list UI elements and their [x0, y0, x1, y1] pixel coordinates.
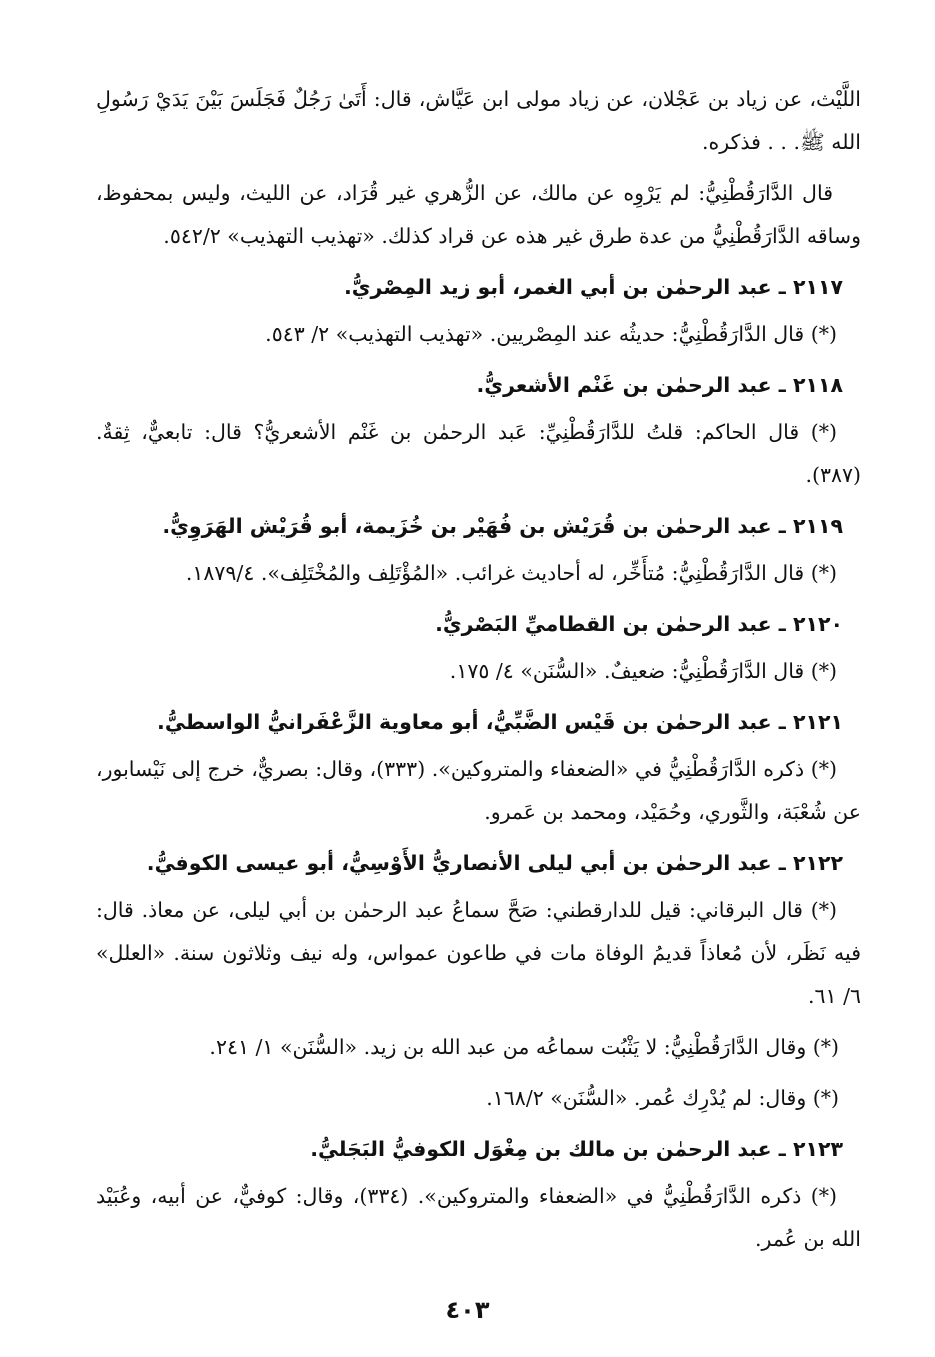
- entry-heading-2123: ٢١٢٣ ـ عبد الرحمٰن بن مالك بن مِغْوَل الكوفيُّ البَجَليُّ.: [310, 1137, 843, 1161]
- intro-paragraph-1: اللَّيْث، عن زياد بن عَجْلان، عن زياد مولى ابن عَيَّاش، قال: أَتَىٰ رَجُلٌ فَجَلَسَ بَيْنَ يَدَيْ رَسُولِ الله ﷺ. . . فذكره.: [96, 87, 861, 154]
- entry-heading-2117: ٢١١٧ ـ عبد الرحمٰن بن أبي الغمر، أبو زيد المِصْريُّ.: [343, 275, 843, 299]
- page-number: ٤٠٣: [445, 1296, 490, 1324]
- entry-text-2123: (*) ذكره الدَّارَقُطْنِيُّ في «الضعفاء والمتروكين». (٣٣٤)، وقال: كوفيٌّ، عن أبيه، وعُبَيْد الله بن عُمر.: [96, 1184, 861, 1251]
- entry-text-2118: (*) قال الحاكم: قلتُ للدَّارَقُطْنِيِّ: عَبد الرحمٰن بن غَنْم الأشعريُّ؟ قال: تابعيٌّ، ثِقةٌ. (٣٨٧).: [96, 420, 861, 487]
- entry-heading-2119: ٢١١٩ ـ عبد الرحمٰن بن قُرَيْش بن فُهَيْر بن خُزَيمة، أبو قُرَيْش الهَرَوِيُّ.: [162, 514, 843, 538]
- entry-text-2120: (*) قال الدَّارَقُطْنِيُّ: ضعيفٌ. «السُّنَن» ٤/ ١٧٥.: [449, 659, 837, 683]
- entry-heading-2120: ٢١٢٠ ـ عبد الرحمٰن بن القطاميِّ البَصْريُّ.: [435, 612, 843, 636]
- entry-text-2122: (*) قال البرقاني: قيل للدارقطني: صَحَّ سماعُ عبد الرحمٰن بن أبي ليلى، عن معاذ. قال: فيه نَظَر، لأن مُعاذاً قديمُ الوفاة مات في طاعون عمواس، وله نيف وثلاثون سنة. «العلل» ٦/ ٦١.: [96, 898, 861, 1008]
- entry-text-2121: (*) ذكره الدَّارَقُطْنِيُّ في «الضعفاء والمتروكين». (٣٣٣)، وقال: بصريٌّ، خرج إلى نَيْسابور، عن شُعْبَة، والثَّوري، وحُمَيْد، ومحمد بن عَمرو.: [96, 757, 861, 824]
- entry-heading-2118: ٢١١٨ ـ عبد الرحمٰن بن غَنْم الأشعريُّ.: [476, 373, 843, 397]
- entry-heading-2122: ٢١٢٢ ـ عبد الرحمٰن بن أبي ليلى الأنصاريُّ الأَوْسِيُّ، أبو عيسى الكوفيُّ.: [146, 851, 843, 875]
- entry-text-2119: (*) قال الدَّارَقُطْنِيُّ: مُتأَخِّر، له أحاديث غرائب. «المُؤْتَلِف والمُخْتَلِف». ١٨٧٩/٤.: [185, 561, 837, 585]
- intro-paragraph-2: قال الدَّارَقُطْنِيُّ: لم يَرْوِه عن مالك، عن الزُّهري غير قُرَاد، عن الليث، وليس بمحفوظ، وساقه الدَّارَقُطْنِيُّ من عدة طرق غير هذه عن قراد كذلك. «تهذيب التهذيب» ٥٤٢/٢.: [96, 181, 861, 248]
- entry-subtext-2122-2: (*) وقال: لم يُدْرِك عُمر. «السُّنَن» ١٦٨/٢.: [486, 1086, 839, 1110]
- page-body: [96, 78, 861, 1269]
- entry-heading-2121: ٢١٢١ ـ عبد الرحمٰن بن قَيْس الضَّبِّيُّ، أبو معاوية الزَّعْفَرانيُّ الواسطيُّ.: [157, 710, 843, 734]
- entry-text-2117: (*) قال الدَّارَقُطْنِيُّ: حديثُه عند المِصْريين. «تهذيب التهذيب» ٢/ ٥٤٣.: [265, 322, 837, 346]
- entry-subtext-2122-1: (*) وقال الدَّارَقُطْنِيُّ: لا يَثْبُت سماعُه من عبد الله بن زيد. «السُّنَن» ١/ ٢٤١.: [209, 1035, 839, 1059]
